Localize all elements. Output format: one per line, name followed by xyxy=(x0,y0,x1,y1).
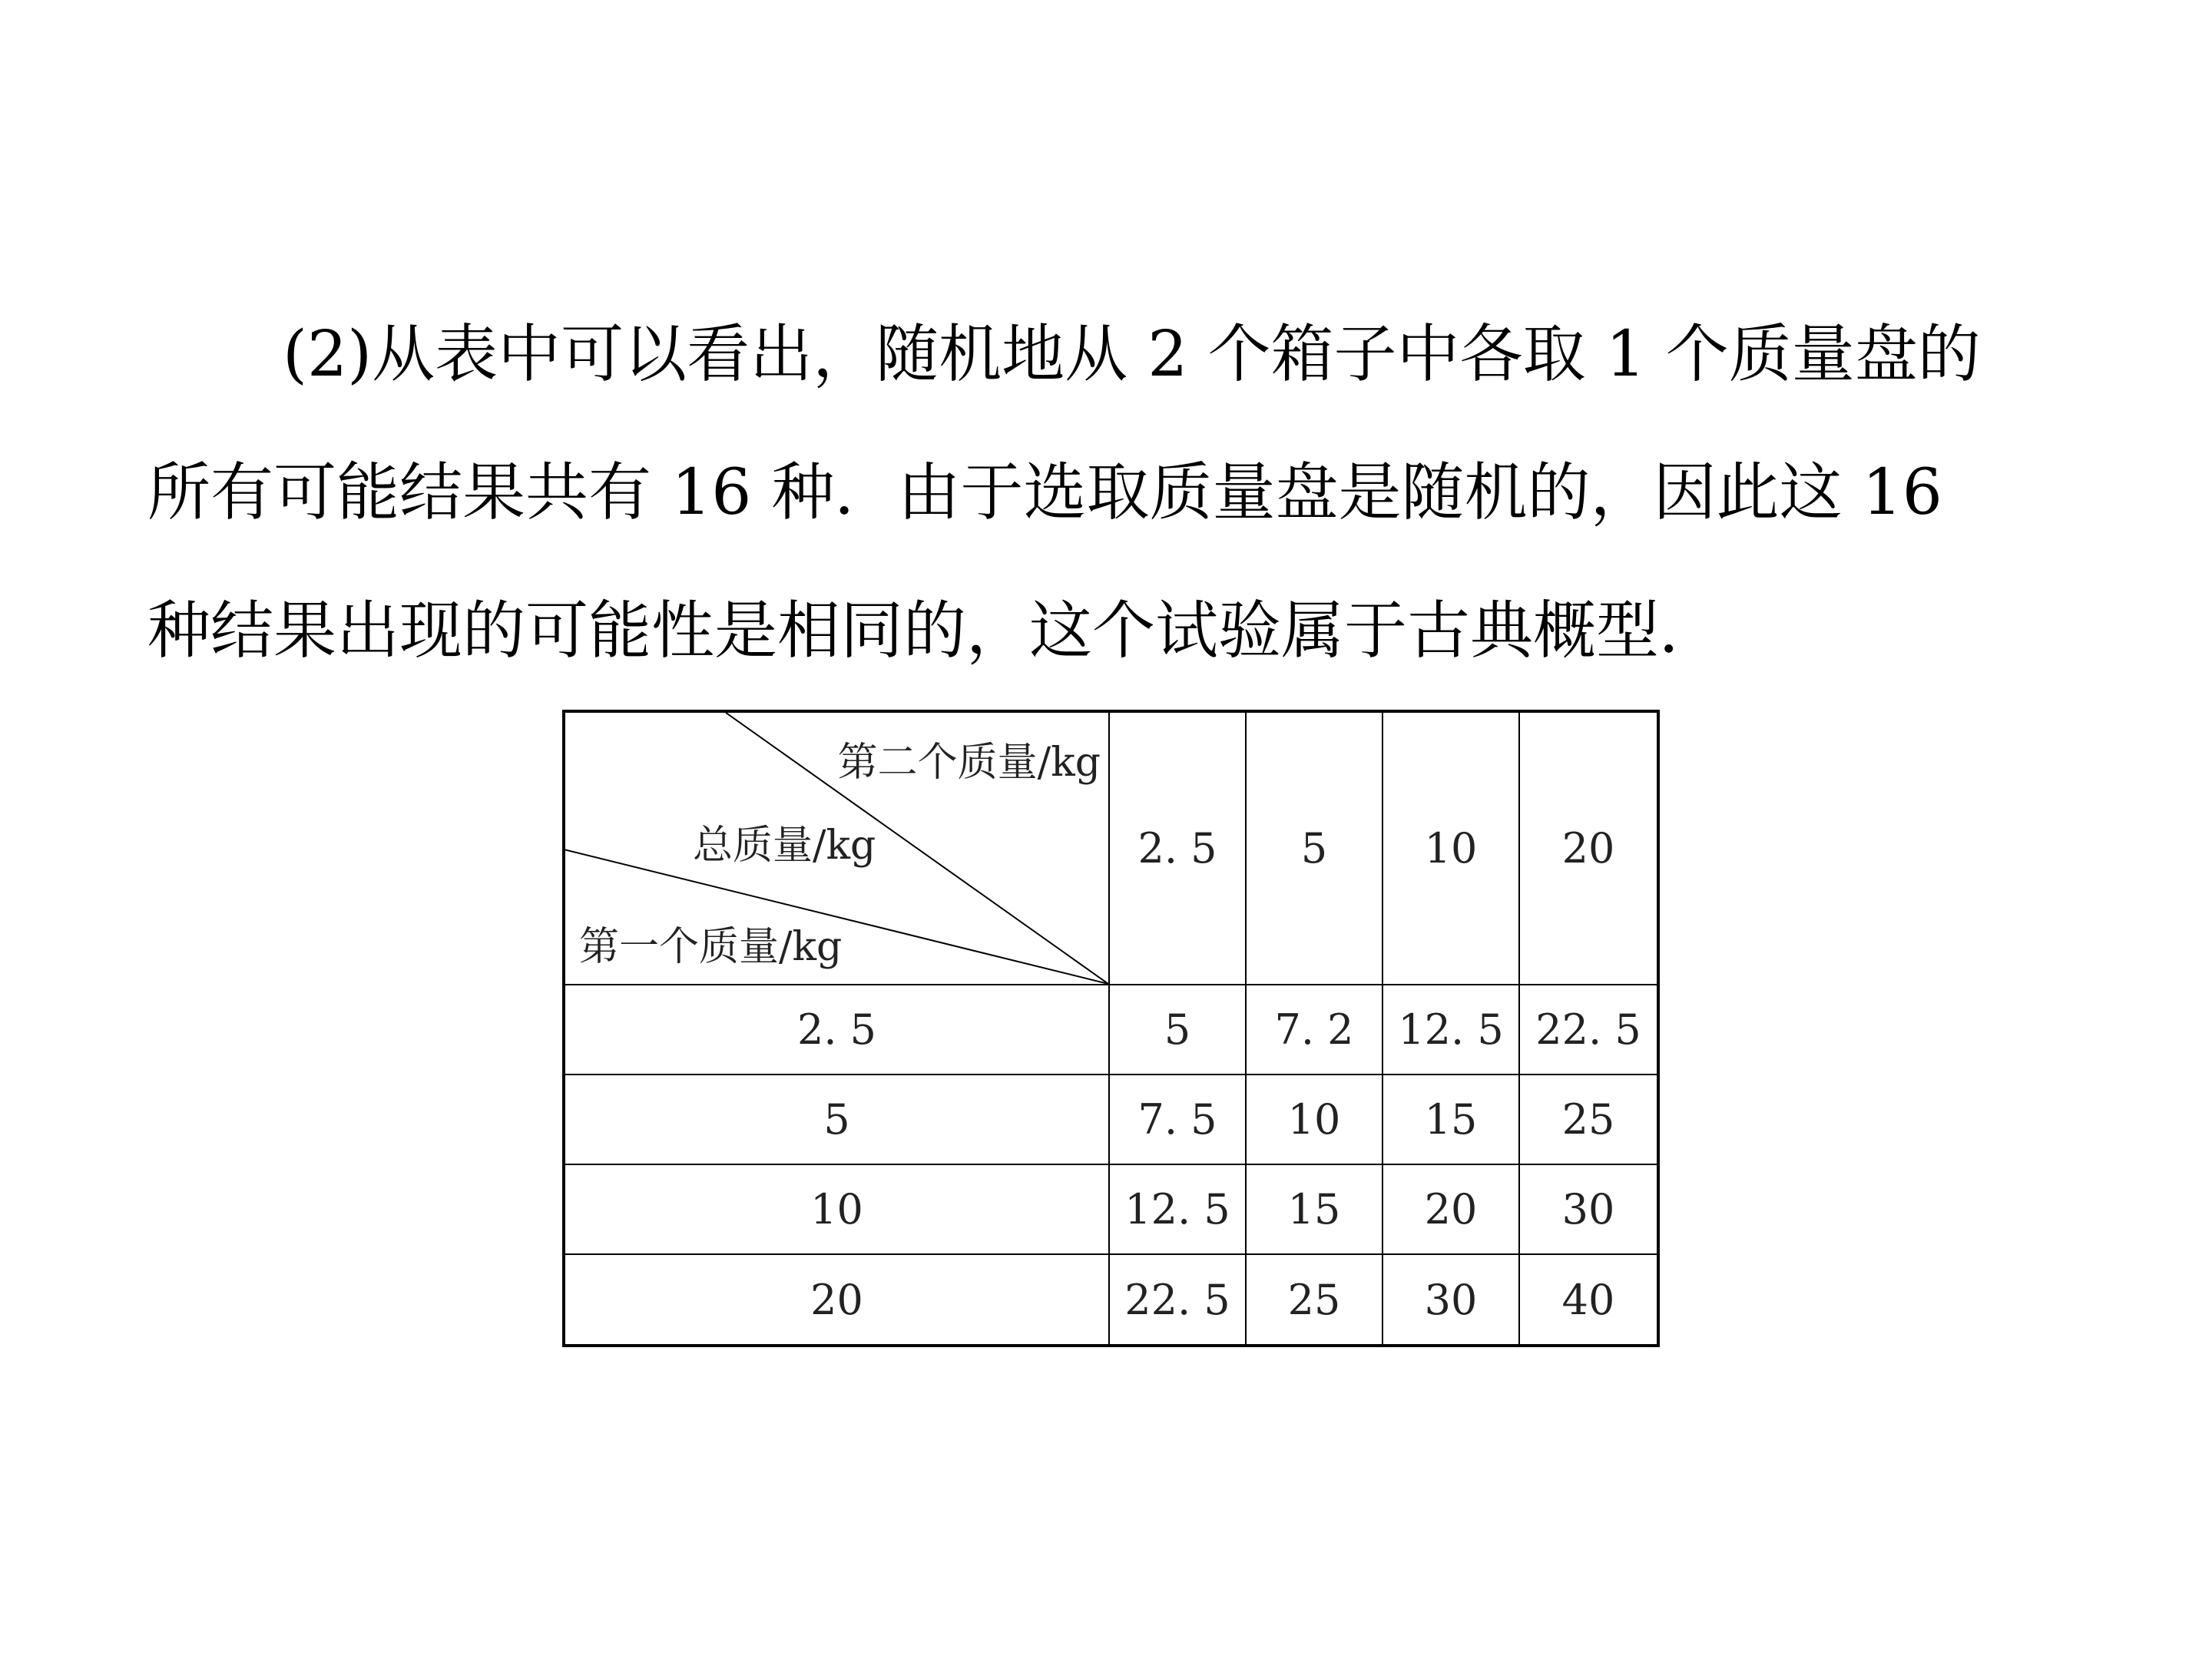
paragraph-line: 所有可能结果共有 16 种．由于选取质量盘是随机的，因此这 16 xyxy=(147,456,1942,529)
table-cell: 15 xyxy=(1246,1164,1382,1254)
total-mass-label: 总质量/kg xyxy=(693,823,876,869)
table-cell: 12. 5 xyxy=(1109,1164,1246,1254)
table-cell: 30 xyxy=(1382,1254,1519,1346)
paragraph-line: 种结果出现的可能性是相同的，这个试验属于古典概型． xyxy=(147,594,1723,667)
table-cell: 5 xyxy=(1109,985,1246,1075)
row-header: 2. 5 xyxy=(564,985,1109,1075)
column-header: 20 xyxy=(1519,711,1658,985)
column-header: 5 xyxy=(1246,711,1382,985)
row-header: 10 xyxy=(564,1164,1109,1254)
table-cell: 22. 5 xyxy=(1519,985,1658,1075)
total-mass-table xyxy=(562,710,1660,1347)
paragraph-line: (2)从表中可以看出，随机地从 2 个箱子中各取 1 个质量盘的 xyxy=(283,318,1981,391)
table-row xyxy=(564,1254,1658,1346)
table-cell: 25 xyxy=(1246,1254,1382,1346)
table-cell: 12. 5 xyxy=(1382,985,1519,1075)
table-cell: 40 xyxy=(1519,1254,1658,1346)
header-row xyxy=(564,711,1658,985)
row-header: 5 xyxy=(564,1075,1109,1164)
table-row xyxy=(564,1164,1658,1254)
column-header: 2. 5 xyxy=(1109,711,1246,985)
second-mass-label: 第二个质量/kg xyxy=(837,740,1101,786)
table-cell: 25 xyxy=(1519,1075,1658,1164)
table-row xyxy=(564,985,1658,1075)
first-mass-label: 第一个质量/kg xyxy=(579,924,843,970)
table-cell: 30 xyxy=(1519,1164,1658,1254)
table-cell: 20 xyxy=(1382,1164,1519,1254)
table-cell: 7. 2 xyxy=(1246,985,1382,1075)
column-header: 10 xyxy=(1382,711,1519,985)
table-cell: 10 xyxy=(1246,1075,1382,1164)
table-row xyxy=(564,1075,1658,1164)
solution-paragraph xyxy=(147,286,2083,700)
diagonal-header-cell xyxy=(564,711,1109,985)
table-cell: 7. 5 xyxy=(1109,1075,1246,1164)
table-cell: 15 xyxy=(1382,1075,1519,1164)
row-header: 20 xyxy=(564,1254,1109,1346)
table-cell: 22. 5 xyxy=(1109,1254,1246,1346)
